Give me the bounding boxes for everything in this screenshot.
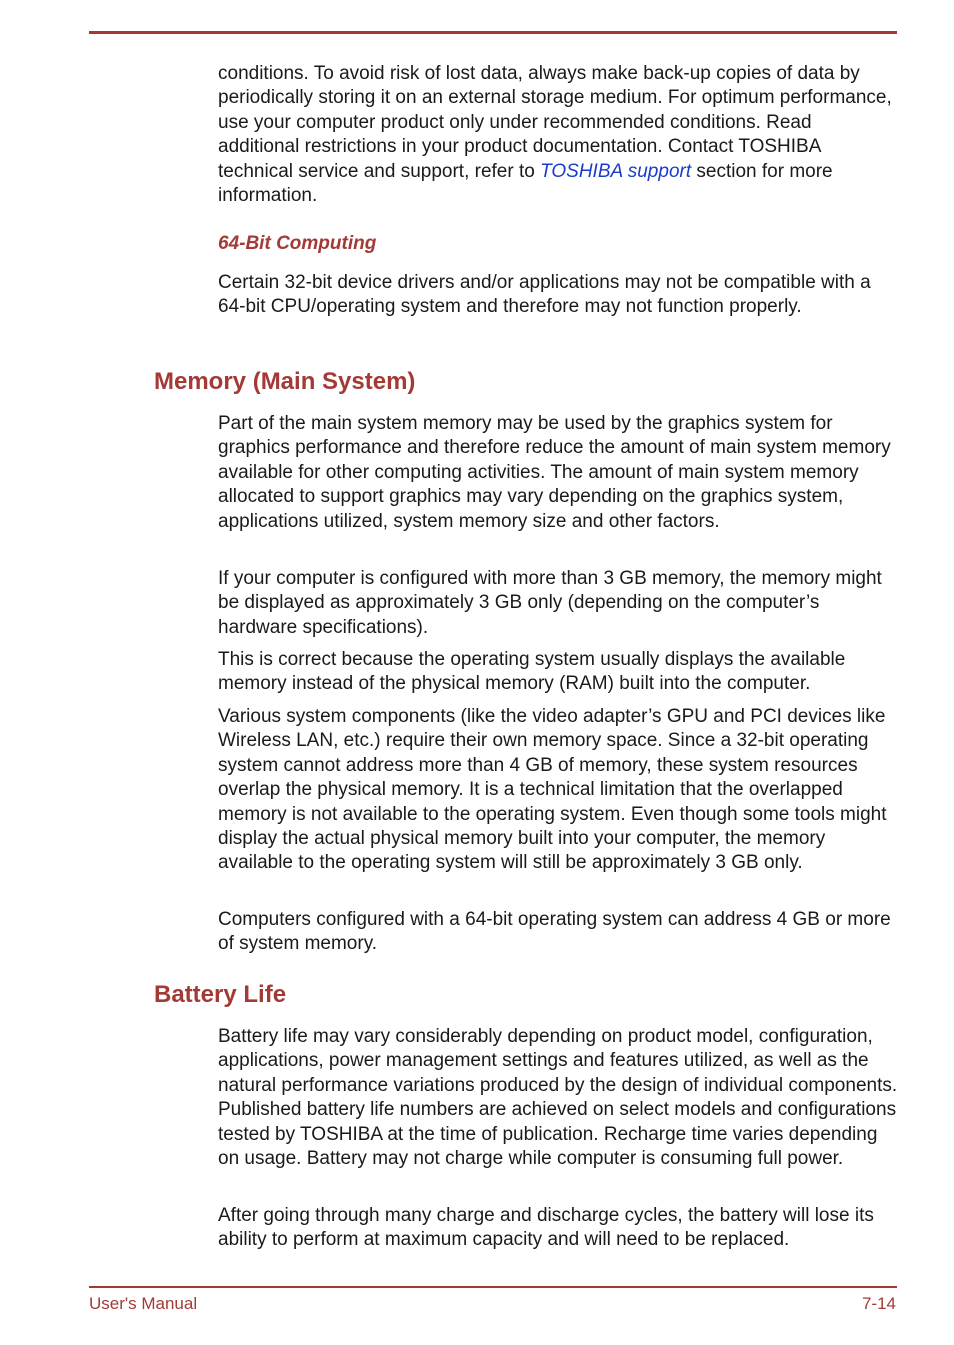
memory-paragraph-4: Various system components (like the video adapter’s GPU and PCI devices like Wireless LAN, etc.) require their own memory space. Since a 32-bit operating system cannot address more than 4 GB of memory, these system resources overlap the physical memory. It is a technical limitation that the overlapped memory is not available to the operating system. Even though some tools might display the actual physical memory built into your computer, the memory available to the operating system will still be approximately 3 GB only.	[218, 706, 887, 874]
bit64-paragraph: Certain 32-bit device drivers and/or applications may not be compatible with a 64-bit CPU/operating system and therefore may not function properly.	[218, 272, 871, 318]
footer-page-number: 7-14	[861, 1294, 896, 1313]
memory-paragraph-2: If your computer is configured with more than 3 GB memory, the memory might be displayed as approximately 3 GB only (depending on the computer’s hardware specifications).	[218, 568, 882, 638]
intro-paragraph	[218, 62, 898, 208]
intro-text-end: section for more information.	[218, 160, 833, 207]
footer-manual-title: User's Manual	[89, 1294, 198, 1313]
toshiba-support-link[interactable]: TOSHIBA support	[540, 160, 692, 182]
bit64-heading: 64-Bit Computing	[218, 233, 377, 254]
header-rule	[89, 31, 897, 34]
battery-paragraph-2: After going through many charge and discharge cycles, the battery will lose its ability to perform at maximum capacity and will need to be replaced.	[218, 1205, 874, 1251]
memory-paragraph-1: Part of the main system memory may be used by the graphics system for graphics performance and therefore reduce the amount of main system memory available for other computing activities. The amount of main system memory allocated to support graphics may vary depending on the graphics system, applications utilized, system memory size and other factors.	[218, 413, 891, 532]
memory-paragraph-3: This is correct because the operating system usually displays the available memory instead of the physical memory (RAM) built into the computer.	[218, 649, 846, 695]
intro-text-start: conditions. To avoid risk of lost data, always make back-up copies of data by periodically storing it on an external storage medium. For optimum performance, use your computer product only under recommended conditions. Read additional restrictions in your product documentation. Contact TOSHIBA technical service and support, refer to	[218, 63, 892, 182]
footer-rule	[89, 1286, 897, 1288]
battery-heading: Battery Life	[154, 981, 287, 1008]
battery-paragraph-1: Battery life may vary considerably depending on product model, configuration, applications, power management settings and features utilized, as well as the natural performance variations produced by the design of individual components. Published battery life numbers are achieved on select models and configurations tested by TOSHIBA at the time of publication. Recharge time varies depending on usage. Battery may not charge while computer is consuming full power.	[218, 1026, 898, 1170]
memory-paragraph-5: Computers configured with a 64-bit operating system can address 4 GB or more of system memory.	[218, 909, 891, 955]
memory-heading: Memory (Main System)	[154, 368, 416, 395]
